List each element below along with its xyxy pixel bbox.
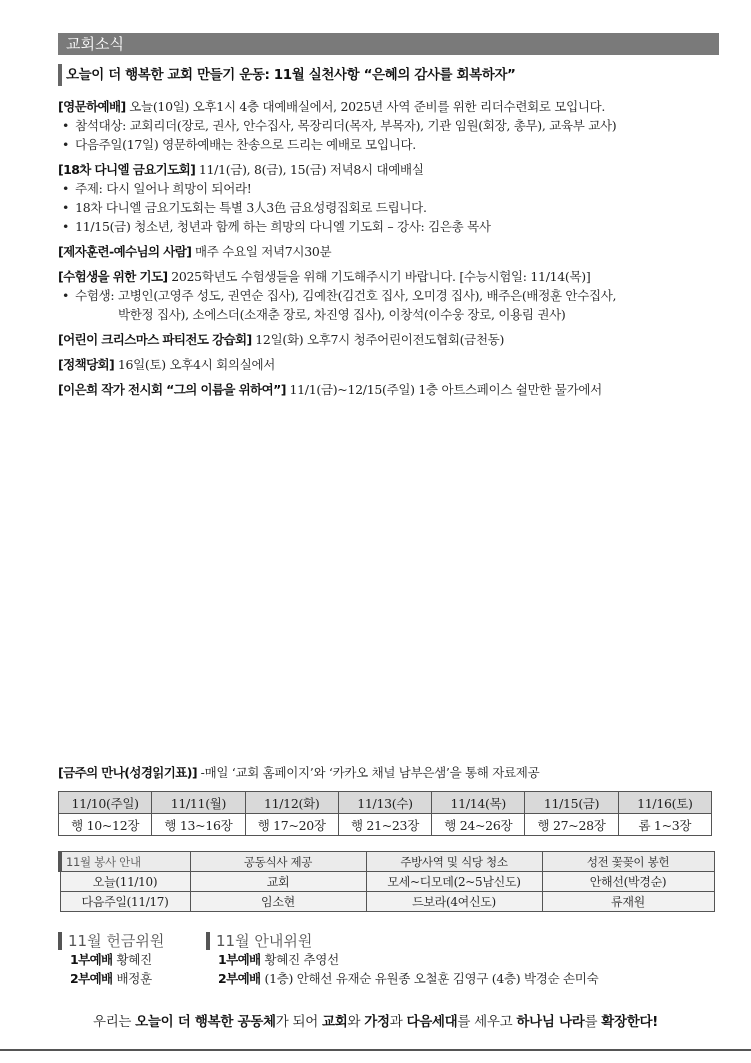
news-item	[58, 97, 748, 116]
church-motto	[0, 1010, 751, 1030]
table-cell: 드보라(4여신도)	[366, 892, 542, 912]
news-item	[58, 242, 748, 261]
offering-title: 11월 헌금위원	[58, 932, 164, 950]
news-bullet: • 11/15(금) 청소년, 청년과 함께 하는 희망의 다니엘 기도회 – 강사: 김은총 목사	[58, 217, 748, 236]
news-tag: [수험생을 위한 기도]	[58, 269, 168, 284]
news-bullet: • 주제: 다시 일어나 희망이 되어라!	[58, 179, 748, 198]
news-item	[58, 330, 748, 349]
motto-text: 와	[347, 1014, 365, 1030]
reading-cell: 행 17~20장	[245, 814, 338, 836]
news-tag: [제자훈련-예수님의 사람]	[58, 244, 192, 259]
service-table	[58, 851, 715, 912]
bible-reading-tag: [금주의 만나(성경읽기표)]	[58, 765, 197, 780]
news-text: 2025학년도 수험생들을 위해 기도해주시기 바랍니다. [수능시험일: 11/14(목)]	[167, 269, 591, 284]
reading-cell: 행 24~26장	[432, 814, 525, 836]
motto-emphasis: 다음세대	[406, 1014, 458, 1030]
table-row	[60, 872, 714, 892]
news-text: 11/1(금)~12/15(주일) 1층 아트스페이스 쉴만한 물가에서	[285, 382, 602, 397]
date-cell: 11/11(월)	[152, 792, 245, 814]
news-item	[58, 160, 748, 179]
motto-text: 가 되어	[275, 1014, 323, 1030]
reading-cell: 행 21~23장	[338, 814, 431, 836]
bottom-divider	[0, 1049, 751, 1051]
list-item	[206, 969, 598, 988]
news-list	[58, 97, 748, 399]
date-cell: 11/16(토)	[618, 792, 711, 814]
news-bullet: • 참석대상: 교회리더(장로, 권사, 안수집사, 목장리더(목자, 부목자), 기관 임원(회장, 총무), 교육부 교사)	[58, 116, 748, 135]
news-tag: [영문하예배]	[58, 99, 126, 114]
news-text: 12일(화) 오후7시 청주어린이전도협회(금천동)	[251, 332, 505, 347]
news-item	[58, 355, 748, 374]
column-header: 주방사역 및 식당 청소	[366, 852, 542, 872]
table-cell: 임소현	[190, 892, 366, 912]
bible-reading-table	[58, 791, 712, 836]
table-row	[60, 892, 714, 912]
date-cell: 다음주일(11/17)	[60, 892, 190, 912]
list-item	[58, 969, 164, 988]
list-item	[58, 950, 164, 969]
motto-text: 를	[584, 1014, 602, 1030]
date-cell: 오늘(11/10)	[60, 872, 190, 892]
news-item	[58, 380, 748, 399]
news-continuation: 박한정 집사), 소에스더(소재춘 장로, 차진영 집사), 이창석(이수웅 장로, 이용림 권사)	[118, 307, 566, 322]
motto-emphasis: 교회	[322, 1014, 348, 1030]
table-cell: 안해선(박경순)	[542, 872, 714, 892]
table-row	[60, 852, 714, 872]
bible-reading-title	[58, 763, 539, 781]
offering-committee	[58, 932, 164, 988]
news-tag: [어린이 크리스마스 파티전도 강습회]	[58, 332, 252, 347]
motto-emphasis: 가정	[364, 1014, 390, 1030]
service-label: 1부예배	[70, 952, 113, 967]
service-label: 2부예배	[218, 971, 261, 986]
names: 황혜진	[116, 952, 152, 967]
date-cell: 11/10(주일)	[59, 792, 152, 814]
news-text: 오늘(10일) 오후1시 4층 대예배실에서, 2025년 사역 준비를 위한 리더수련회로 모입니다.	[125, 99, 606, 114]
names: 황혜진 추영선	[264, 952, 339, 967]
motto-emphasis: 하나님 나라	[516, 1014, 585, 1030]
date-cell: 11/12(화)	[245, 792, 338, 814]
news-bullet: • 18차 다니엘 금요기도회는 특별 3人3色 금요성령집회로 드립니다.	[58, 198, 748, 217]
names: (1층) 안해선 유재순 유원종 오철훈 김영구 (4층) 박경순 손미숙	[264, 971, 599, 986]
section-title: 교회소식	[58, 33, 719, 55]
reading-cell: 행 27~28장	[525, 814, 618, 836]
list-item	[206, 950, 598, 969]
date-cell: 11/15(금)	[525, 792, 618, 814]
guide-committee	[206, 932, 598, 988]
table-cell: 모세~디모데(2~5남신도)	[366, 872, 542, 892]
motto-emphasis: 오늘이 더 행복한 공동체	[135, 1014, 276, 1030]
names: 배정훈	[116, 971, 152, 986]
column-header: 성전 꽃꽂이 봉헌	[542, 852, 714, 872]
column-header: 공동식사 제공	[190, 852, 366, 872]
news-tag: [18차 다니엘 금요기도회]	[58, 162, 196, 177]
table-row	[59, 814, 712, 836]
news-text: 16일(토) 오후4시 회의실에서	[114, 357, 276, 372]
news-item	[58, 267, 748, 286]
service-label: 1부예배	[218, 952, 261, 967]
news-text: 매주 수요일 저녁7시30분	[191, 244, 332, 259]
table-cell: 류재원	[542, 892, 714, 912]
table-cell: 교회	[190, 872, 366, 892]
news-tag: [정책당회]	[58, 357, 115, 372]
news-bullet: • 수험생: 고병인(고영주 성도, 권연순 집사), 김예찬(김건호 집사, 오미경 집사), 배주은(배정훈 안수집사,	[58, 286, 748, 305]
motto-text: 과	[389, 1014, 407, 1030]
date-cell: 11/13(수)	[338, 792, 431, 814]
headline: 오늘이 더 행복한 교회 만들기 운동: 11월 실천사항 “은혜의 감사를 회복하자”	[58, 64, 738, 86]
reading-cell: 행 10~12장	[59, 814, 152, 836]
service-title: 11월 봉사 안내	[60, 852, 190, 872]
reading-cell: 행 13~16장	[152, 814, 245, 836]
news-tag: [이은희 작가 전시회 “그의 이름을 위하여”]	[58, 382, 286, 397]
table-row	[59, 792, 712, 814]
news-bullet: • 다음주일(17일) 영문하예배는 찬송으로 드리는 예배로 모입니다.	[58, 135, 748, 154]
guide-title: 11월 안내위원	[206, 932, 598, 950]
reading-cell: 롬 1~3장	[618, 814, 711, 836]
news-text: 11/1(금), 8(금), 15(금) 저녁8시 대예배실	[195, 162, 424, 177]
bible-reading-note: -매일 ‘교회 홈페이지’와 ‘카카오 채널 남부은샘’을 통해 자료제공	[196, 765, 540, 780]
motto-text: 우리는	[92, 1014, 136, 1030]
service-label: 2부예배	[70, 971, 113, 986]
motto-emphasis: 확장한다!	[601, 1014, 659, 1030]
date-cell: 11/14(목)	[432, 792, 525, 814]
motto-text: 를 세우고	[457, 1014, 517, 1030]
